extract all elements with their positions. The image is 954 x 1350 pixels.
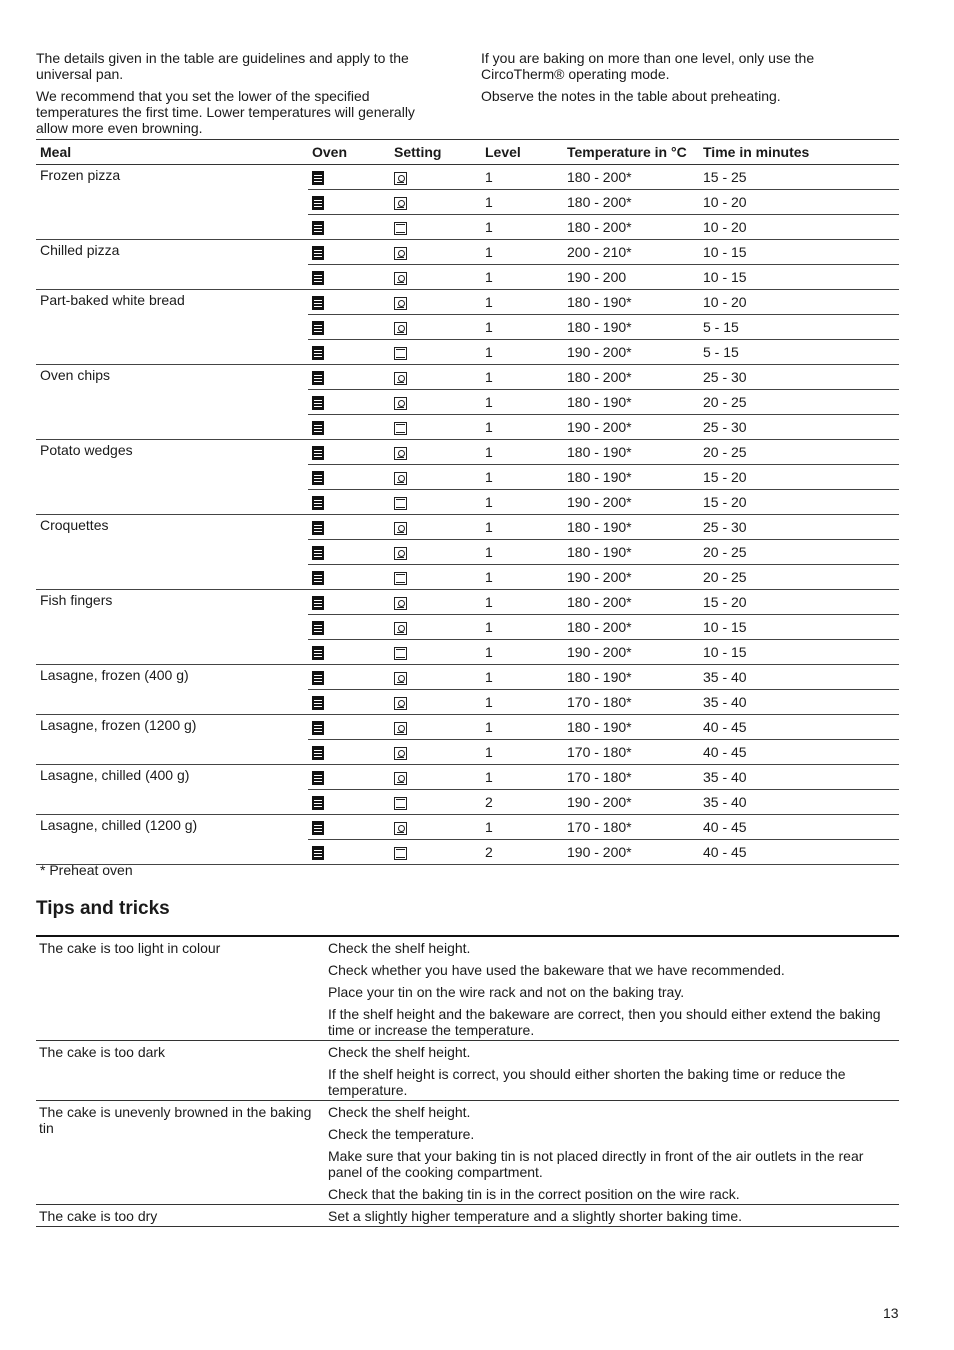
cooking-table [36,139,899,865]
setting-cell [390,765,481,790]
table-row [36,240,899,265]
problem-cell: The cake is too dry [36,1205,325,1227]
universal-pan-icon [312,521,324,535]
circotherm-hot-air-icon [394,522,407,535]
intro-paragraph: Observe the notes in the table about preheating. [481,88,781,104]
time-cell: 5 - 15 [699,340,899,365]
oven-cell [308,815,390,840]
universal-pan-icon [312,596,324,610]
meal-name: Chilled pizza [36,240,308,290]
oven-cell [308,315,390,340]
universal-pan-icon [312,246,324,260]
temperature-cell: 180 - 190* [563,440,699,465]
table-row [36,365,899,390]
oven-cell [308,340,390,365]
temperature-cell: 190 - 200* [563,340,699,365]
universal-pan-icon [312,471,324,485]
temperature-cell: 180 - 190* [563,290,699,315]
level-cell: 1 [481,215,563,240]
setting-cell [390,440,481,465]
universal-pan-icon [312,296,324,310]
circotherm-hot-air-icon [394,247,407,260]
setting-cell [390,590,481,615]
time-cell: 25 - 30 [699,515,899,540]
oven-cell [308,840,390,865]
top-bottom-heating-icon [394,222,407,235]
oven-cell [308,790,390,815]
temperature-cell: 180 - 190* [563,665,699,690]
universal-pan-icon [312,396,324,410]
time-cell: 20 - 25 [699,390,899,415]
level-cell: 1 [481,740,563,765]
header-oven: Oven [308,140,390,165]
tips-row [36,936,899,1041]
time-cell: 10 - 15 [699,265,899,290]
temperature-cell: 180 - 200* [563,590,699,615]
setting-cell [390,240,481,265]
meal-name: Part-baked white bread [36,290,308,365]
level-cell: 1 [481,265,563,290]
time-cell: 40 - 45 [699,815,899,840]
setting-cell [390,565,481,590]
tips-row [36,1041,899,1101]
solution-text: Check whether you have used the bakeware that we have recommended. [328,962,785,978]
time-cell: 10 - 15 [699,640,899,665]
setting-cell [390,790,481,815]
meal-name: Fish fingers [36,590,308,665]
oven-cell [308,265,390,290]
circotherm-hot-air-icon [394,772,407,785]
setting-cell [390,740,481,765]
temperature-cell: 180 - 190* [563,315,699,340]
oven-cell [308,365,390,390]
temperature-cell: 180 - 200* [563,215,699,240]
tips-table [36,935,899,1227]
time-cell: 15 - 20 [699,490,899,515]
setting-cell [390,365,481,390]
time-cell: 20 - 25 [699,440,899,465]
universal-pan-icon [312,171,324,185]
level-cell: 1 [481,465,563,490]
time-cell: 10 - 20 [699,190,899,215]
level-cell: 1 [481,765,563,790]
solutions-cell [325,1205,899,1227]
tips-body [36,936,899,1227]
temperature-cell: 180 - 200* [563,615,699,640]
oven-cell [308,165,390,190]
setting-cell [390,265,481,290]
universal-pan-icon [312,846,324,860]
setting-cell [390,165,481,190]
setting-cell [390,640,481,665]
oven-cell [308,240,390,265]
oven-cell [308,415,390,440]
universal-pan-icon [312,721,324,735]
oven-cell [308,465,390,490]
circotherm-hot-air-icon [394,597,407,610]
problem-cell: The cake is too dark [36,1041,325,1101]
level-cell: 1 [481,715,563,740]
time-cell: 40 - 45 [699,840,899,865]
oven-cell [308,715,390,740]
temperature-cell: 180 - 190* [563,715,699,740]
top-bottom-heating-icon [394,497,407,510]
oven-cell [308,765,390,790]
level-cell: 1 [481,315,563,340]
circotherm-hot-air-icon [394,322,407,335]
oven-cell [308,190,390,215]
problem-cell: The cake is unevenly browned in the baking tin [36,1101,325,1205]
solution-text: Check that the baking tin is in the correct position on the wire rack. [328,1186,740,1202]
problem-cell: The cake is too light in colour [36,936,325,1041]
table-row [36,665,899,690]
oven-cell [308,665,390,690]
temperature-cell: 170 - 180* [563,690,699,715]
setting-cell [390,540,481,565]
table-header-row [36,140,899,165]
level-cell: 1 [481,240,563,265]
time-cell: 25 - 30 [699,365,899,390]
oven-cell [308,515,390,540]
time-cell: 20 - 25 [699,540,899,565]
time-cell: 25 - 30 [699,415,899,440]
top-bottom-heating-icon [394,847,407,860]
table-row [36,165,899,190]
temperature-cell: 180 - 190* [563,515,699,540]
circotherm-hot-air-icon [394,822,407,835]
setting-cell [390,490,481,515]
universal-pan-icon [312,421,324,435]
temperature-cell: 180 - 200* [563,190,699,215]
level-cell: 1 [481,290,563,315]
circotherm-hot-air-icon [394,297,407,310]
meal-name: Lasagne, frozen (1200 g) [36,715,308,765]
temperature-cell: 190 - 200* [563,640,699,665]
table-row [36,715,899,740]
solution-text: Check the shelf height. [328,1044,471,1060]
level-cell: 1 [481,690,563,715]
tips-row [36,1101,899,1205]
universal-pan-icon [312,646,324,660]
time-cell: 15 - 25 [699,165,899,190]
level-cell: 1 [481,390,563,415]
time-cell: 20 - 25 [699,565,899,590]
level-cell: 1 [481,190,563,215]
circotherm-hot-air-icon [394,272,407,285]
intro-left-column [36,50,446,142]
table-body [36,165,899,865]
time-cell: 40 - 45 [699,715,899,740]
temperature-cell: 190 - 200* [563,565,699,590]
solution-text: If the shelf height and the bakeware are correct, then you should either extend the baking time or increase the temperature. [328,1006,881,1038]
time-cell: 10 - 15 [699,240,899,265]
meal-name: Lasagne, chilled (400 g) [36,765,308,815]
circotherm-hot-air-icon [394,547,407,560]
oven-cell [308,640,390,665]
setting-cell [390,715,481,740]
level-cell: 1 [481,490,563,515]
time-cell: 5 - 15 [699,315,899,340]
temperature-cell: 200 - 210* [563,240,699,265]
time-cell: 15 - 20 [699,465,899,490]
circotherm-hot-air-icon [394,447,407,460]
time-cell: 15 - 20 [699,590,899,615]
universal-pan-icon [312,321,324,335]
temperature-cell: 170 - 180* [563,815,699,840]
time-cell: 10 - 20 [699,290,899,315]
universal-pan-icon [312,621,324,635]
oven-cell [308,440,390,465]
temperature-cell: 190 - 200* [563,840,699,865]
circotherm-hot-air-icon [394,472,407,485]
oven-cell [308,615,390,640]
solutions-cell [325,1101,899,1205]
level-cell: 1 [481,640,563,665]
setting-cell [390,465,481,490]
intro-paragraph: If you are baking on more than one level, only use the CircoTherm® operating mode. [481,50,832,82]
level-cell: 1 [481,415,563,440]
universal-pan-icon [312,446,324,460]
solutions-cell [325,1041,899,1101]
top-bottom-heating-icon [394,347,407,360]
table-row [36,290,899,315]
solution-text: Check the shelf height. [328,940,471,956]
level-cell: 1 [481,665,563,690]
universal-pan-icon [312,746,324,760]
top-bottom-heating-icon [394,572,407,585]
section-heading: Tips and tricks [36,898,170,919]
oven-cell [308,590,390,615]
meal-name: Potato wedges [36,440,308,515]
time-cell: 35 - 40 [699,765,899,790]
level-cell: 2 [481,840,563,865]
setting-cell [390,290,481,315]
solution-text: Make sure that your baking tin is not placed directly in front of the air outlets in the rear panel of the cooking compartment. [328,1148,864,1180]
solutions-cell [325,936,899,1041]
circotherm-hot-air-icon [394,372,407,385]
universal-pan-icon [312,221,324,235]
solution-text: Set a slightly higher temperature and a slightly shorter baking time. [328,1208,742,1224]
page-number: 13 [883,1305,899,1321]
oven-cell [308,690,390,715]
universal-pan-icon [312,271,324,285]
setting-cell [390,665,481,690]
level-cell: 1 [481,590,563,615]
circotherm-hot-air-icon [394,397,407,410]
table-row [36,440,899,465]
setting-cell [390,315,481,340]
temperature-cell: 180 - 200* [563,165,699,190]
table-row [36,815,899,840]
circotherm-hot-air-icon [394,722,407,735]
temperature-cell: 180 - 200* [563,365,699,390]
solution-text: Place your tin on the wire rack and not on the baking tray. [328,984,685,1000]
level-cell: 1 [481,515,563,540]
circotherm-hot-air-icon [394,172,407,185]
oven-cell [308,490,390,515]
temperature-cell: 190 - 200* [563,790,699,815]
oven-cell [308,215,390,240]
oven-cell [308,290,390,315]
level-cell: 1 [481,340,563,365]
setting-cell [390,415,481,440]
header-level: Level [481,140,563,165]
temperature-cell: 170 - 180* [563,765,699,790]
universal-pan-icon [312,346,324,360]
level-cell: 1 [481,565,563,590]
temperature-cell: 190 - 200 [563,265,699,290]
header-temperature: Temperature in °C [563,140,699,165]
universal-pan-icon [312,496,324,510]
temperature-cell: 180 - 190* [563,540,699,565]
solution-text: Check the temperature. [328,1126,475,1142]
level-cell: 1 [481,815,563,840]
meal-name: Croquettes [36,515,308,590]
universal-pan-icon [312,196,324,210]
header-setting: Setting [390,140,481,165]
temperature-cell: 190 - 200* [563,490,699,515]
level-cell: 1 [481,165,563,190]
time-cell: 35 - 40 [699,790,899,815]
temperature-cell: 180 - 190* [563,390,699,415]
setting-cell [390,515,481,540]
intro-paragraph: The details given in the table are guidelines and apply to the universal pan. [36,50,409,82]
oven-cell [308,565,390,590]
meal-name: Oven chips [36,365,308,440]
universal-pan-icon [312,696,324,710]
temperature-cell: 190 - 200* [563,415,699,440]
table-row [36,765,899,790]
time-cell: 10 - 15 [699,615,899,640]
level-cell: 1 [481,615,563,640]
time-cell: 10 - 20 [699,215,899,240]
time-cell: 40 - 45 [699,740,899,765]
circotherm-hot-air-icon [394,622,407,635]
intro-paragraph: We recommend that you set the lower of the specified temperatures the first time. Lower temperatures will generally allow more even browning. [36,88,415,136]
universal-pan-icon [312,671,324,685]
temperature-cell: 170 - 180* [563,740,699,765]
setting-cell [390,215,481,240]
universal-pan-icon [312,546,324,560]
universal-pan-icon [312,796,324,810]
time-cell: 35 - 40 [699,690,899,715]
setting-cell [390,840,481,865]
meal-name: Lasagne, chilled (1200 g) [36,815,308,865]
solution-text: Check the shelf height. [328,1104,471,1120]
level-cell: 1 [481,540,563,565]
footnote: * Preheat oven [40,862,133,878]
temperature-cell: 180 - 190* [563,465,699,490]
oven-cell [308,540,390,565]
header-time: Time in minutes [699,140,899,165]
oven-cell [308,740,390,765]
universal-pan-icon [312,771,324,785]
circotherm-hot-air-icon [394,672,407,685]
top-bottom-heating-icon [394,422,407,435]
circotherm-hot-air-icon [394,747,407,760]
level-cell: 1 [481,440,563,465]
universal-pan-icon [312,571,324,585]
oven-cell [308,390,390,415]
header-meal: Meal [36,140,308,165]
tips-row [36,1205,899,1227]
meal-name: Frozen pizza [36,165,308,240]
level-cell: 2 [481,790,563,815]
setting-cell [390,340,481,365]
setting-cell [390,615,481,640]
level-cell: 1 [481,365,563,390]
universal-pan-icon [312,821,324,835]
setting-cell [390,190,481,215]
meal-name: Lasagne, frozen (400 g) [36,665,308,715]
table-row [36,515,899,540]
table-row [36,590,899,615]
circotherm-hot-air-icon [394,697,407,710]
solution-text: If the shelf height is correct, you should either shorten the baking time or reduce the temperature. [328,1066,846,1098]
universal-pan-icon [312,371,324,385]
circotherm-hot-air-icon [394,197,407,210]
intro-right-column [481,50,891,110]
setting-cell [390,815,481,840]
setting-cell [390,390,481,415]
time-cell: 35 - 40 [699,665,899,690]
top-bottom-heating-icon [394,797,407,810]
setting-cell [390,690,481,715]
top-bottom-heating-icon [394,647,407,660]
